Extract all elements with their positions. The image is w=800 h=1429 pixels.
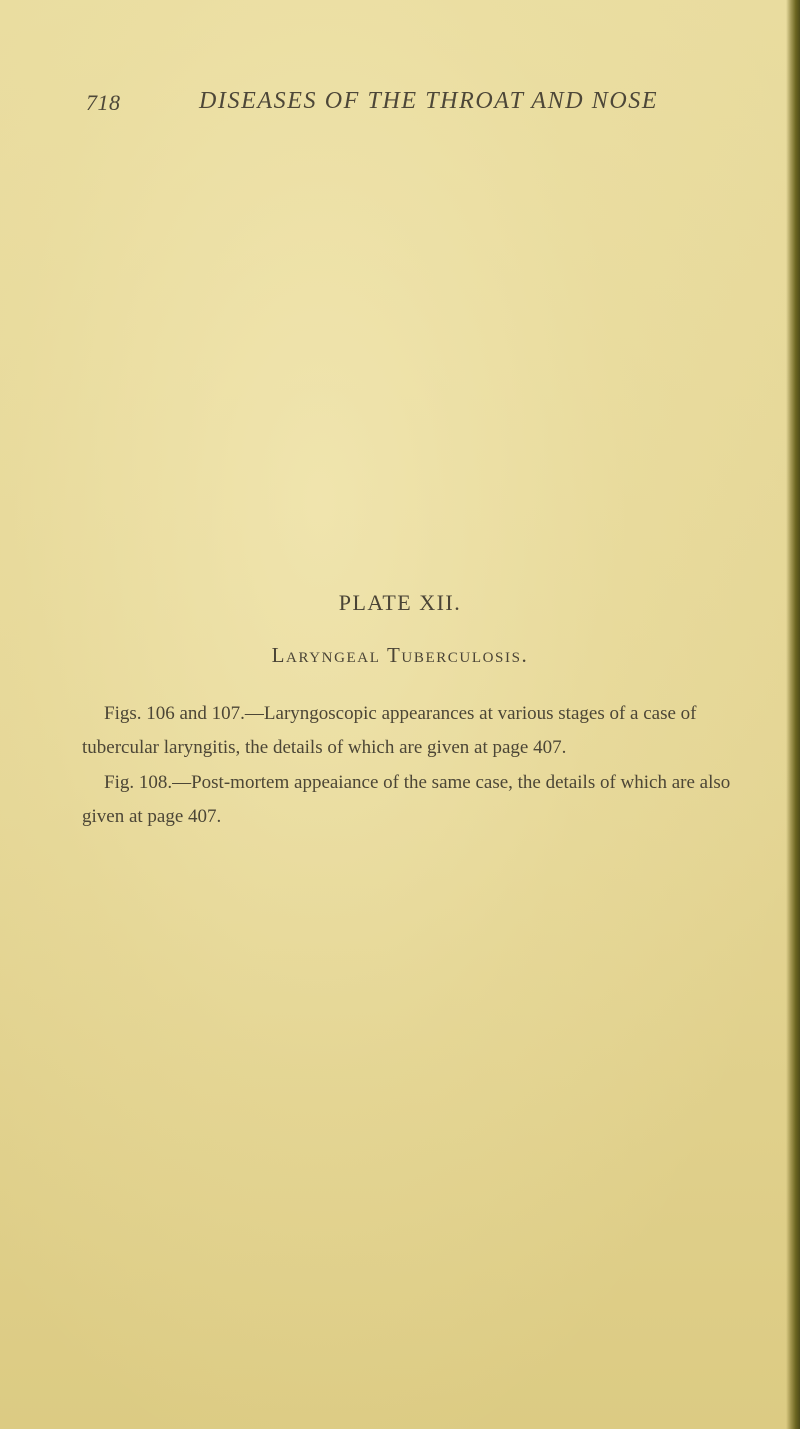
page-number: 718	[86, 90, 121, 115]
figure-caption-106-107: Figs. 106 and 107.—Laryngoscopic appearances at various stages of a case of tubercular laryngitis, the details of which are given at page 407.	[82, 703, 697, 758]
plate-subtitle: Laryngeal Tuberculosis.	[271, 643, 529, 667]
running-head	[86, 88, 746, 124]
running-title: DISEASES OF THE THROAT AND NOSE	[199, 88, 659, 114]
figure-caption-108: Fig. 108.—Post-mortem appeaiance of the same case, the details of which are also given at page 407.	[82, 772, 731, 827]
page-edge	[786, 0, 800, 1429]
plate-title: PLATE XII.	[338, 590, 462, 615]
